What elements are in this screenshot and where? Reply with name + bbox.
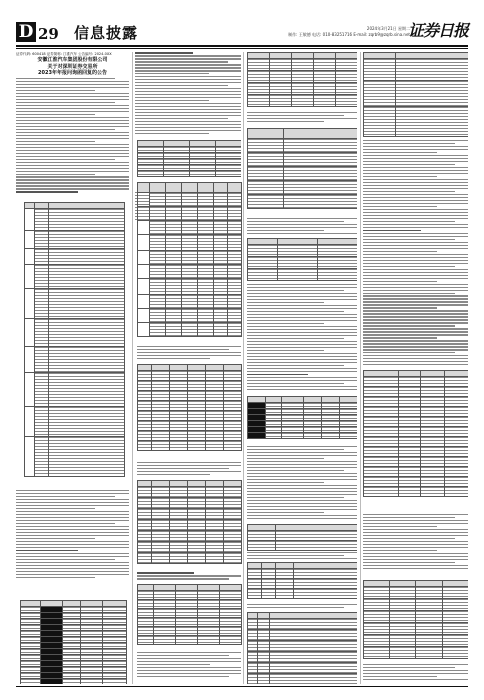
company-name: 安徽江淮汽车集团股份有限公司 — [37, 57, 108, 63]
body-text-block — [16, 490, 129, 580]
masthead — [16, 22, 468, 44]
data-table — [137, 584, 242, 645]
date-line: 2024年3月21日 星期二 — [366, 26, 410, 31]
data-table — [247, 238, 357, 281]
data-table — [137, 364, 242, 451]
body-text-block — [247, 284, 357, 392]
data-table — [363, 580, 468, 659]
data-table — [247, 128, 357, 209]
column-divider — [132, 52, 133, 684]
data-table — [247, 52, 357, 107]
data-table — [24, 202, 125, 477]
page-letter: D — [16, 22, 36, 42]
header-meta — [240, 26, 410, 38]
data-table — [247, 524, 357, 551]
body-text-block — [247, 552, 357, 561]
editor-line: 制作: 王敏德 电话: 010-83251716 E-mail: zqrb9@zqrb.sina.net — [288, 32, 410, 37]
data-table — [247, 396, 357, 439]
data-table — [363, 370, 468, 497]
notice-header — [16, 52, 129, 77]
column-1 — [16, 52, 129, 684]
wide-data-table — [137, 182, 242, 337]
body-text-block — [135, 52, 241, 136]
body-text-block — [137, 346, 241, 361]
body-text-block — [363, 514, 468, 571]
masthead-rule-thin — [16, 48, 468, 49]
data-table — [137, 140, 241, 177]
body-text-block — [247, 604, 357, 610]
column-divider — [360, 52, 361, 684]
notice-title-line1: 关于对深圳证券交易所 — [47, 63, 98, 70]
column-divider — [243, 52, 244, 684]
bottom-rule — [16, 686, 468, 687]
notice-title-line2: 2023年年报问询函回复的公告 — [38, 70, 107, 76]
data-table — [247, 612, 357, 684]
body-text-block — [137, 572, 241, 581]
column-4 — [363, 52, 468, 684]
body-text-block — [247, 446, 357, 521]
body-text-block — [137, 462, 241, 477]
body-text-block — [247, 218, 357, 236]
data-table — [363, 52, 468, 137]
data-table — [137, 480, 242, 564]
body-text-block — [137, 652, 241, 679]
body-text-block — [247, 112, 357, 124]
body-text-block — [16, 78, 129, 195]
notice-codes: 证券代码: 600418 证券简称: 江淮汽车 公告编号: 2024-0XX — [16, 52, 112, 56]
masthead-rule — [16, 45, 468, 47]
newspaper-logo: 证券日报 — [407, 21, 468, 40]
data-table — [247, 562, 357, 599]
body-text-block — [363, 140, 468, 367]
body-text-block — [363, 664, 468, 682]
column-3 — [247, 52, 357, 684]
section-title: 信息披露 — [74, 24, 139, 42]
dark-data-table — [20, 600, 127, 684]
page-number: 29 — [38, 25, 59, 43]
